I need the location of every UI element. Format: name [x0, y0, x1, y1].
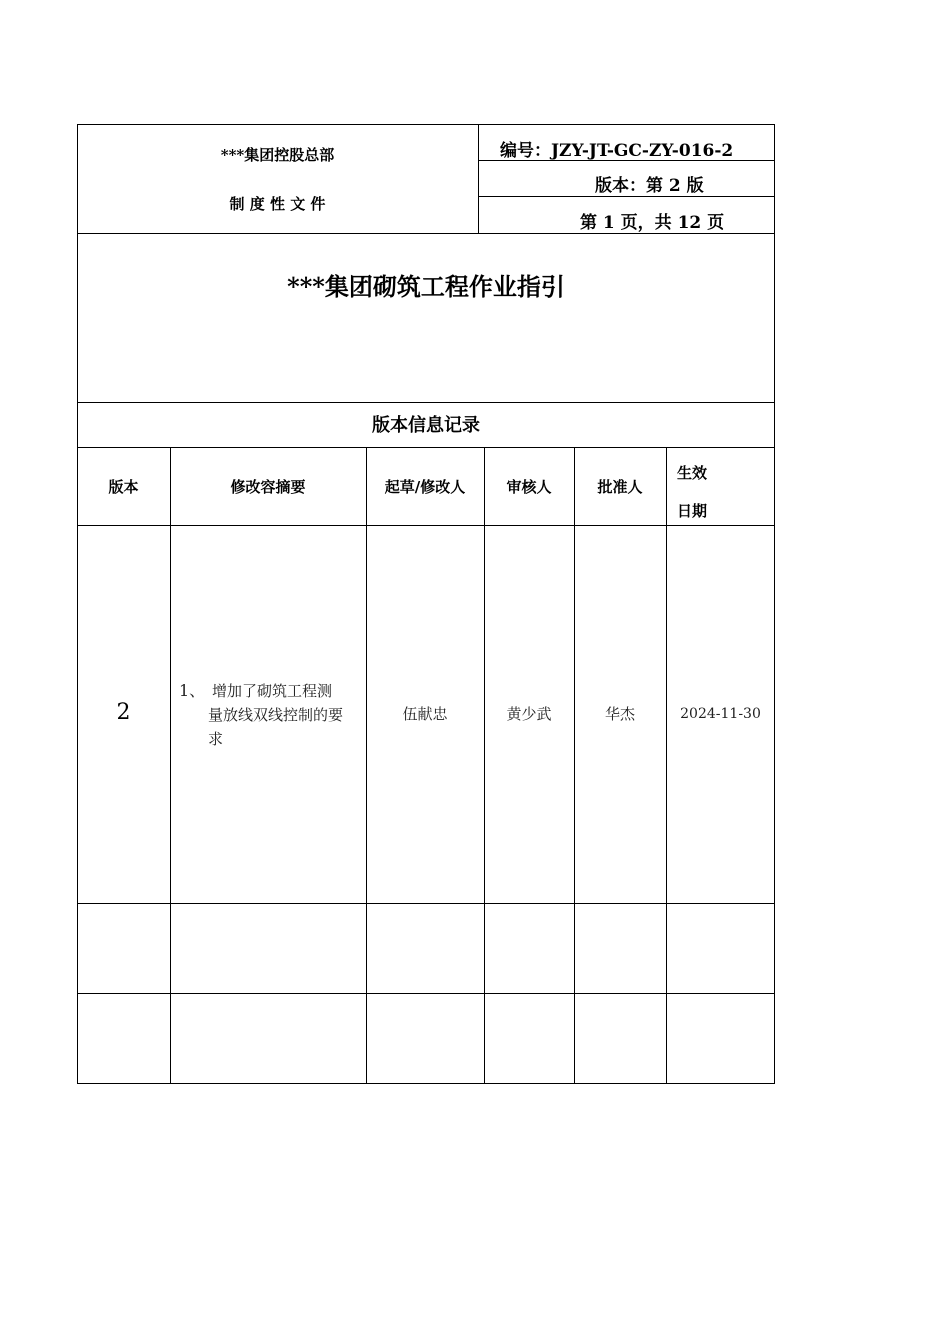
row-summary-line-3: 求 — [208, 730, 224, 748]
row-effective-date: 2024-11-30 — [680, 706, 761, 722]
column-header-bottom-line — [77, 525, 775, 526]
row-version: 2 — [116, 700, 131, 725]
row-summary-line-1: 增加了砌筑工程测 — [212, 682, 333, 700]
header-divider — [478, 124, 479, 234]
doc-version: 版本：第 2 版 — [595, 176, 704, 196]
col-header-effective-line2: 日期 — [677, 502, 708, 520]
row-2-bottom-line — [77, 993, 775, 994]
company-name: ***集团控股总部 — [220, 146, 335, 164]
section-heading-bottom-line — [77, 447, 775, 448]
col-divider-3 — [484, 447, 485, 1084]
col-divider-1 — [170, 447, 171, 1084]
version-section-heading: 版本信息记录 — [372, 415, 480, 436]
header-right-line-2 — [478, 196, 775, 197]
col-header-effective-line1: 生效 — [677, 464, 708, 482]
document-title: ***集团砌筑工程作业指引 — [287, 272, 565, 301]
col-header-drafter: 起草/修改人 — [384, 478, 466, 496]
doc-number: 编号：JZY-JT-GC-ZY-016-2 — [500, 141, 734, 161]
row-reviewer: 黄少武 — [506, 705, 552, 723]
header-bottom-line — [77, 233, 775, 234]
page-info: 第 1 页，共 12 页 — [580, 213, 725, 233]
row-approver: 华杰 — [604, 705, 635, 723]
row-1-bottom-line — [77, 903, 775, 904]
document-frame — [77, 124, 775, 1084]
row-summary-line-2: 量放线双线控制的要 — [208, 706, 344, 724]
doc-type: 制 度 性 文 件 — [229, 195, 326, 213]
col-divider-2 — [366, 447, 367, 1084]
col-header-summary: 修改容摘要 — [230, 478, 306, 496]
col-header-approver: 批准人 — [597, 478, 643, 496]
row-drafter: 伍献忠 — [402, 705, 448, 723]
title-bottom-line — [77, 402, 775, 403]
col-divider-4 — [574, 447, 575, 1084]
col-header-version: 版本 — [108, 478, 139, 496]
col-header-reviewer: 审核人 — [506, 478, 552, 496]
row-summary-number: 1、 — [179, 681, 206, 700]
col-divider-5 — [666, 447, 667, 1084]
